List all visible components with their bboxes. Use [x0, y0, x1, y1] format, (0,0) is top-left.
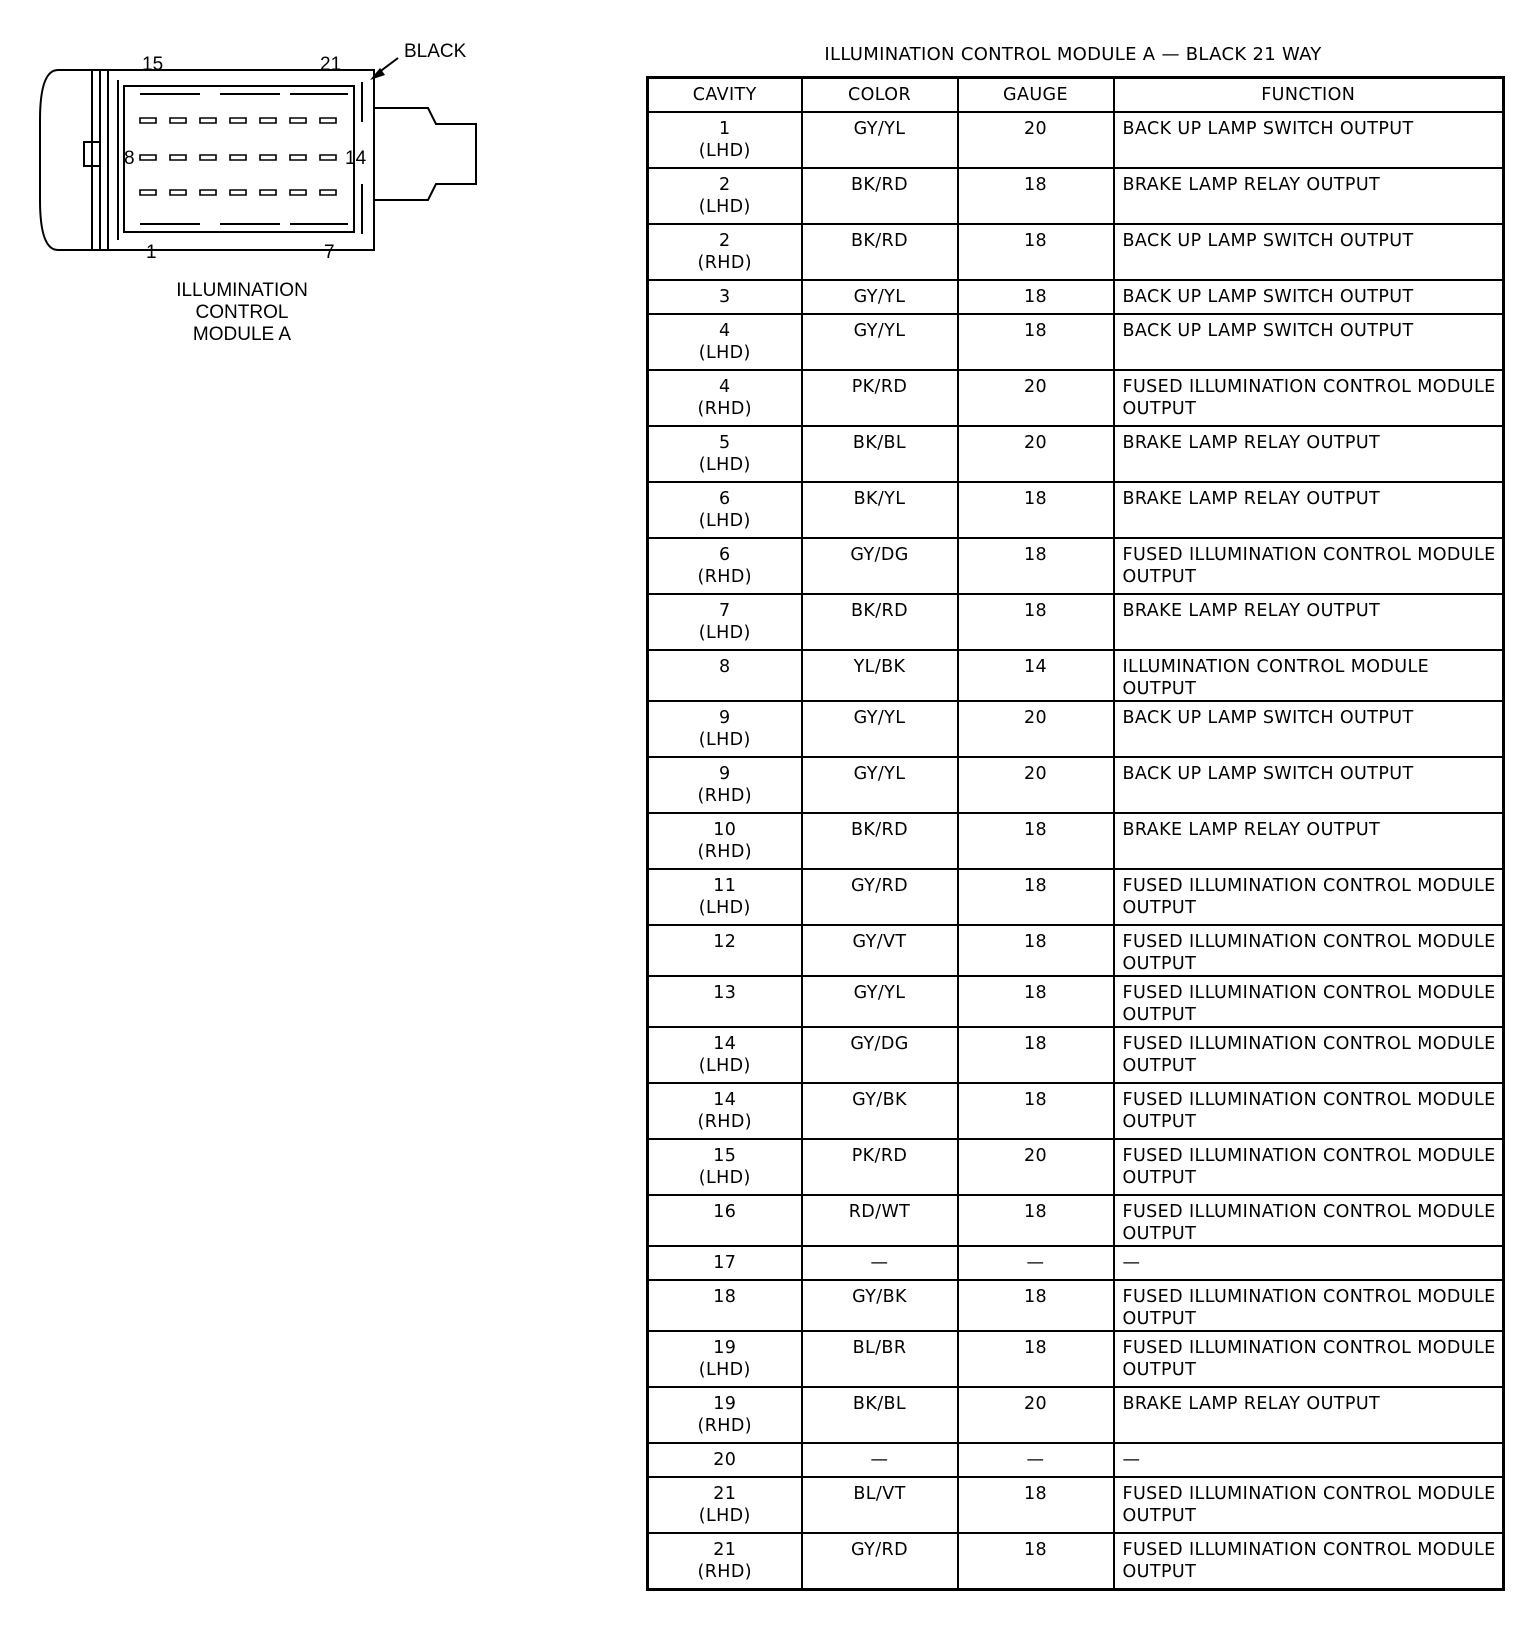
gauge-cell: 18 [958, 813, 1114, 869]
table-row [648, 1280, 1504, 1331]
table-body [648, 112, 1504, 1590]
color-cell: GY/RD [802, 869, 958, 925]
color-cell: GY/YL [802, 757, 958, 813]
table-row [648, 1477, 1504, 1533]
function-cell: — [1114, 1246, 1504, 1280]
cavity-number: 3 [718, 287, 731, 307]
table-row [648, 1195, 1504, 1246]
function-cell: BRAKE LAMP RELAY OUTPUT [1114, 1387, 1504, 1443]
color-cell: BK/RD [802, 813, 958, 869]
color-cell: BK/YL [802, 482, 958, 538]
color-cell: GY/VT [802, 925, 958, 976]
table-row [648, 925, 1504, 976]
cavity-number: 7 [718, 601, 731, 621]
cavity-cell [648, 813, 802, 869]
table-row [648, 757, 1504, 813]
function-cell: BACK UP LAMP SWITCH OUTPUT [1114, 314, 1504, 370]
cavity-cell [648, 869, 802, 925]
cavity-cell [648, 1195, 802, 1246]
cavity-number: 8 [718, 657, 731, 677]
gauge-cell: 18 [958, 869, 1114, 925]
cavity-cell [648, 1246, 802, 1280]
cavity-cell [648, 1443, 802, 1477]
table-title: ILLUMINATION CONTROL MODULE A — BLACK 21 WAY [824, 44, 1322, 65]
function-cell: BACK UP LAMP SWITCH OUTPUT [1114, 280, 1504, 314]
table-row [648, 1533, 1504, 1590]
cavity-cell [648, 168, 802, 224]
color-cell: GY/RD [802, 1533, 958, 1590]
cavity-number: 6 [718, 489, 731, 509]
function-cell: ILLUMINATION CONTROL MODULE OUTPUT [1114, 650, 1504, 701]
table-row [648, 650, 1504, 701]
color-cell: BK/BL [802, 426, 958, 482]
color-cell: GY/YL [802, 701, 958, 757]
gauge-cell: 18 [958, 1195, 1114, 1246]
cavity-cell [648, 1533, 802, 1590]
gauge-cell: 18 [958, 168, 1114, 224]
color-cell: — [802, 1246, 958, 1280]
table-row [648, 1083, 1504, 1139]
cavity-position: (LHD) [698, 343, 751, 363]
cavity-cell [648, 1280, 802, 1331]
gauge-cell: 18 [958, 224, 1114, 280]
cavity-number: 5 [718, 433, 731, 453]
color-cell: GY/DG [802, 1027, 958, 1083]
cavity-number: 2 [718, 231, 731, 251]
gauge-cell: — [958, 1443, 1114, 1477]
cavity-number: 10 [713, 820, 737, 840]
color-cell: GY/YL [802, 112, 958, 168]
cavity-cell [648, 1477, 802, 1533]
function-cell: FUSED ILLUMINATION CONTROL MODULE OUTPUT [1114, 1533, 1504, 1590]
pin-label-1: 1 [146, 242, 157, 263]
gauge-cell: 18 [958, 280, 1114, 314]
cavity-number: 6 [718, 545, 731, 565]
gauge-cell: 20 [958, 426, 1114, 482]
color-cell: PK/RD [802, 370, 958, 426]
pinout-table [646, 76, 1505, 1591]
color-cell: GY/BK [802, 1083, 958, 1139]
function-cell: FUSED ILLUMINATION CONTROL MODULE OUTPUT [1114, 1280, 1504, 1331]
diagram-caption-line-2: CONTROL [195, 302, 289, 323]
cavity-number: 18 [713, 1287, 737, 1307]
function-cell: BRAKE LAMP RELAY OUTPUT [1114, 594, 1504, 650]
cavity-number: 12 [713, 932, 737, 952]
table-row [648, 314, 1504, 370]
gauge-cell: 20 [958, 701, 1114, 757]
function-cell: FUSED ILLUMINATION CONTROL MODULE OUTPUT [1114, 976, 1504, 1027]
cavity-cell [648, 112, 802, 168]
cavity-number: 21 [713, 1484, 737, 1504]
header-color: COLOR [802, 78, 958, 113]
cavity-position: (RHD) [697, 399, 752, 419]
cavity-position: (LHD) [698, 455, 751, 475]
cavity-cell [648, 976, 802, 1027]
function-cell: BACK UP LAMP SWITCH OUTPUT [1114, 224, 1504, 280]
cavity-position: (LHD) [698, 141, 751, 161]
header-function: FUNCTION [1114, 78, 1504, 113]
cavity-position: (LHD) [698, 1168, 751, 1188]
gauge-cell: 18 [958, 538, 1114, 594]
color-cell: RD/WT [802, 1195, 958, 1246]
cavity-cell [648, 757, 802, 813]
gauge-cell: 18 [958, 1280, 1114, 1331]
cavity-number: 21 [713, 1540, 737, 1560]
cavity-cell [648, 224, 802, 280]
cavity-number: 9 [718, 764, 731, 784]
function-cell: BRAKE LAMP RELAY OUTPUT [1114, 813, 1504, 869]
function-cell: FUSED ILLUMINATION CONTROL MODULE OUTPUT [1114, 538, 1504, 594]
table-row [648, 594, 1504, 650]
terminal-grid [140, 118, 336, 195]
gauge-cell: 18 [958, 482, 1114, 538]
gauge-cell: 18 [958, 925, 1114, 976]
function-cell: FUSED ILLUMINATION CONTROL MODULE OUTPUT [1114, 1195, 1504, 1246]
function-cell: BRAKE LAMP RELAY OUTPUT [1114, 426, 1504, 482]
cavity-number: 17 [713, 1253, 737, 1273]
cavity-number: 16 [713, 1202, 737, 1222]
gauge-cell: 18 [958, 1027, 1114, 1083]
color-cell: BK/RD [802, 168, 958, 224]
gauge-cell: 14 [958, 650, 1114, 701]
table-row [648, 112, 1504, 168]
gauge-cell: 18 [958, 1083, 1114, 1139]
cavity-cell [648, 482, 802, 538]
color-cell: BK/RD [802, 224, 958, 280]
table-row [648, 1139, 1504, 1195]
cavity-number: 4 [718, 377, 731, 397]
table-header-row [648, 78, 1504, 113]
cavity-cell [648, 1331, 802, 1387]
cavity-number: 19 [713, 1394, 737, 1414]
connector-drawing [0, 0, 520, 380]
cavity-number: 9 [718, 708, 731, 728]
diagram-caption-line-1: ILLUMINATION [176, 280, 308, 301]
cavity-cell [648, 1139, 802, 1195]
header-gauge: GAUGE [958, 78, 1114, 113]
pin-label-7: 7 [324, 242, 335, 263]
function-cell: BACK UP LAMP SWITCH OUTPUT [1114, 701, 1504, 757]
function-cell: BRAKE LAMP RELAY OUTPUT [1114, 168, 1504, 224]
cavity-cell [648, 314, 802, 370]
cavity-number: 2 [718, 175, 731, 195]
cavity-position: (RHD) [697, 567, 752, 587]
cavity-position: (LHD) [698, 1056, 751, 1076]
cavity-number: 14 [713, 1034, 737, 1054]
color-cell: — [802, 1443, 958, 1477]
table-row [648, 426, 1504, 482]
cavity-cell [648, 1083, 802, 1139]
gauge-cell: 18 [958, 1477, 1114, 1533]
table-row [648, 1027, 1504, 1083]
cavity-cell [648, 1387, 802, 1443]
function-cell: FUSED ILLUMINATION CONTROL MODULE OUTPUT [1114, 1083, 1504, 1139]
pin-label-21: 21 [320, 54, 342, 75]
table-row [648, 1246, 1504, 1280]
cavity-position: (LHD) [698, 197, 751, 217]
gauge-cell: 18 [958, 594, 1114, 650]
color-cell: BK/RD [802, 594, 958, 650]
table-row [648, 538, 1504, 594]
gauge-cell: 20 [958, 112, 1114, 168]
cavity-position: (LHD) [698, 623, 751, 643]
function-cell: FUSED ILLUMINATION CONTROL MODULE OUTPUT [1114, 869, 1504, 925]
diagram-caption-line-3: MODULE A [192, 324, 292, 345]
table-row [648, 701, 1504, 757]
gauge-cell: 20 [958, 757, 1114, 813]
table-row [648, 280, 1504, 314]
gauge-cell: 18 [958, 1331, 1114, 1387]
cavity-number: 14 [713, 1090, 737, 1110]
cavity-position: (LHD) [698, 1360, 751, 1380]
pin-label-8: 8 [124, 148, 135, 169]
function-cell: BACK UP LAMP SWITCH OUTPUT [1114, 112, 1504, 168]
cavity-cell [648, 650, 802, 701]
function-cell: FUSED ILLUMINATION CONTROL MODULE OUTPUT [1114, 370, 1504, 426]
table-row [648, 168, 1504, 224]
function-cell: — [1114, 1443, 1504, 1477]
table-row [648, 224, 1504, 280]
cavity-position: (RHD) [697, 1416, 752, 1436]
table-row [648, 370, 1504, 426]
cavity-number: 4 [718, 321, 731, 341]
cavity-position: (LHD) [698, 1506, 751, 1526]
connector-outline [40, 70, 476, 250]
color-cell: GY/YL [802, 280, 958, 314]
function-cell: BRAKE LAMP RELAY OUTPUT [1114, 482, 1504, 538]
table-row [648, 1387, 1504, 1443]
gauge-cell: 20 [958, 1387, 1114, 1443]
function-cell: FUSED ILLUMINATION CONTROL MODULE OUTPUT [1114, 1139, 1504, 1195]
gauge-cell: 20 [958, 370, 1114, 426]
header-cavity: CAVITY [648, 78, 802, 113]
color-cell: GY/YL [802, 976, 958, 1027]
table-row [648, 482, 1504, 538]
gauge-cell: — [958, 1246, 1114, 1280]
cavity-number: 11 [713, 876, 737, 896]
table-row [648, 1443, 1504, 1477]
color-cell: BL/BR [802, 1331, 958, 1387]
color-cell: GY/BK [802, 1280, 958, 1331]
cavity-position: (LHD) [698, 898, 751, 918]
cavity-number: 1 [718, 119, 731, 139]
pin-label-14: 14 [345, 148, 367, 169]
function-cell: BACK UP LAMP SWITCH OUTPUT [1114, 757, 1504, 813]
cavity-cell [648, 370, 802, 426]
color-cell: PK/RD [802, 1139, 958, 1195]
color-cell: GY/YL [802, 314, 958, 370]
function-cell: FUSED ILLUMINATION CONTROL MODULE OUTPUT [1114, 1331, 1504, 1387]
gauge-cell: 18 [958, 1533, 1114, 1590]
cavity-number: 15 [713, 1146, 737, 1166]
color-cell: BL/VT [802, 1477, 958, 1533]
function-cell: FUSED ILLUMINATION CONTROL MODULE OUTPUT [1114, 1477, 1504, 1533]
function-cell: FUSED ILLUMINATION CONTROL MODULE OUTPUT [1114, 925, 1504, 976]
table-row [648, 1331, 1504, 1387]
cavity-position: (LHD) [698, 511, 751, 531]
cavity-cell [648, 1027, 802, 1083]
table-row [648, 869, 1504, 925]
cavity-number: 20 [713, 1450, 737, 1470]
cavity-cell [648, 538, 802, 594]
cavity-cell [648, 426, 802, 482]
connector-diagram [0, 0, 520, 380]
cavity-position: (LHD) [698, 730, 751, 750]
pin-label-15: 15 [142, 54, 164, 75]
cavity-number: 13 [713, 983, 737, 1003]
cavity-position: (RHD) [697, 842, 752, 862]
gauge-cell: 18 [958, 976, 1114, 1027]
color-cell: BK/BL [802, 1387, 958, 1443]
cavity-cell [648, 280, 802, 314]
cavity-cell [648, 925, 802, 976]
gauge-cell: 18 [958, 314, 1114, 370]
function-cell: FUSED ILLUMINATION CONTROL MODULE OUTPUT [1114, 1027, 1504, 1083]
table-row [648, 976, 1504, 1027]
cavity-number: 19 [713, 1338, 737, 1358]
table-row [648, 813, 1504, 869]
cavity-cell [648, 701, 802, 757]
cavity-position: (RHD) [697, 1112, 752, 1132]
color-cell: YL/BK [802, 650, 958, 701]
gauge-cell: 20 [958, 1139, 1114, 1195]
cavity-cell [648, 594, 802, 650]
connector-color-label: BLACK [404, 41, 467, 62]
cavity-position: (RHD) [697, 1562, 752, 1582]
cavity-position: (RHD) [697, 786, 752, 806]
cavity-position: (RHD) [697, 253, 752, 273]
color-cell: GY/DG [802, 538, 958, 594]
